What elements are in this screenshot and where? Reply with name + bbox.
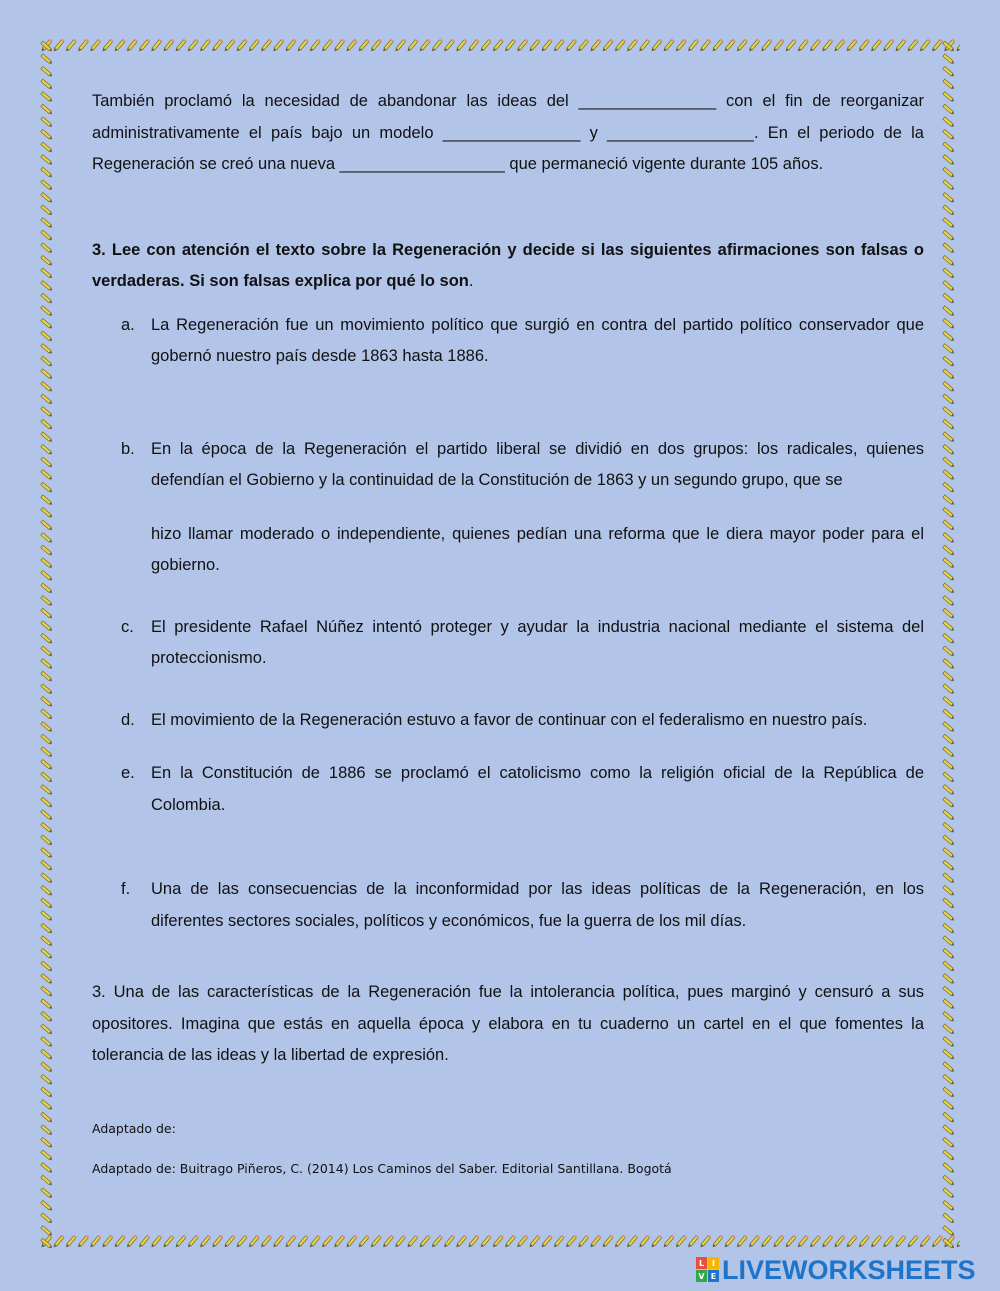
statement-text: En la época de la Regeneración el partido liberal se dividió en dos grupos: los radicales, quienes defendían el Gobierno y la continuidad de la Constitución de 1863 y un segundo grupo, que se [151, 439, 924, 489]
intro-paragraph: También proclamó la necesidad de abandonar las ideas del _______________ con el fin de reorganizar administrativamente el país bajo un modelo _______________ y ________________. En el periodo de la Regeneración se creó una nueva __________________ que permaneció vigente durante 105 años. [92, 92, 924, 173]
pencil-border-left-icon [38, 40, 54, 1250]
statement-marker: b. [121, 439, 135, 458]
statement-text: Una de las consecuencias de la inconformidad por las ideas políticas de la Regeneración, en los diferentes sectores sociales, políticos y económicos, fue la guerra de los mil días. [151, 880, 924, 930]
statement-marker: d. [121, 710, 135, 729]
statement-text: En la Constitución de 1886 se proclamó el catolicismo como la religión oficial de la República de Colombia. [151, 764, 924, 814]
statement-c [92, 612, 924, 675]
statement-text: El presidente Rafael Núñez intentó proteger y ayudar la industria nacional mediante el sistema del proteccionismo. [151, 617, 924, 667]
statement-b [92, 434, 924, 582]
section-4-paragraph: 3. Una de las características de la Regeneración fue la intolerancia política, pues marginó y censuró a sus opositores. Imagina que estás en aquella época y elabora en tu cuaderno un cartel en el que fomentes la tolerancia de las ideas y la libertad de expresión. [92, 983, 924, 1064]
statement-text-continued: hizo llamar moderado o independiente, quienes pedían una reforma que le diera mayor poder para el gobierno. [151, 524, 924, 574]
pencil-border-bottom-icon [40, 1234, 960, 1250]
svg-text:L: L [698, 1259, 705, 1268]
statement-marker: c. [121, 617, 134, 636]
liveworksheets-logo-icon [696, 1257, 720, 1283]
section-3-heading [92, 235, 924, 298]
statement-text: La Regeneración fue un movimiento político que surgió en contra del partido político conservador que gobernó nuestro país desde 1863 hasta 1886. [151, 315, 924, 365]
statement-d [92, 705, 924, 737]
credit-label: Adaptado de: [92, 1120, 176, 1136]
statement-text: El movimiento de la Regeneración estuvo a favor de continuar con el federalismo en nuestro país. [151, 710, 868, 729]
statement-a [92, 310, 924, 373]
liveworksheets-logo [696, 1254, 976, 1286]
statement-marker: f. [121, 880, 131, 898]
section-3-heading-text: 3. Lee con atención el texto sobre la Regeneración y decide si las siguientes afirmaciones son falsas o verdaderas. Si son falsas explica por qué lo son [92, 240, 924, 290]
statement-marker: e. [121, 764, 135, 782]
pencil-border-top-icon [40, 38, 960, 54]
statement-list [92, 310, 924, 938]
section-3-heading-tail: . [468, 272, 474, 290]
worksheet-content [92, 86, 924, 1178]
svg-text:I: I [712, 1259, 715, 1268]
svg-text:V: V [698, 1272, 705, 1281]
pencil-border-right-icon [940, 40, 956, 1250]
svg-text:E: E [710, 1272, 717, 1281]
statement-f [92, 874, 924, 937]
credit-citation: Adaptado de: Buitrago Piñeros, C. (2014) Los Caminos del Saber. Editorial Santillana. Bogotá [92, 1160, 672, 1176]
statement-e [92, 758, 924, 821]
statement-marker: a. [121, 315, 135, 334]
liveworksheets-logo-text: LIVEWORKSHEETS [722, 1254, 976, 1285]
